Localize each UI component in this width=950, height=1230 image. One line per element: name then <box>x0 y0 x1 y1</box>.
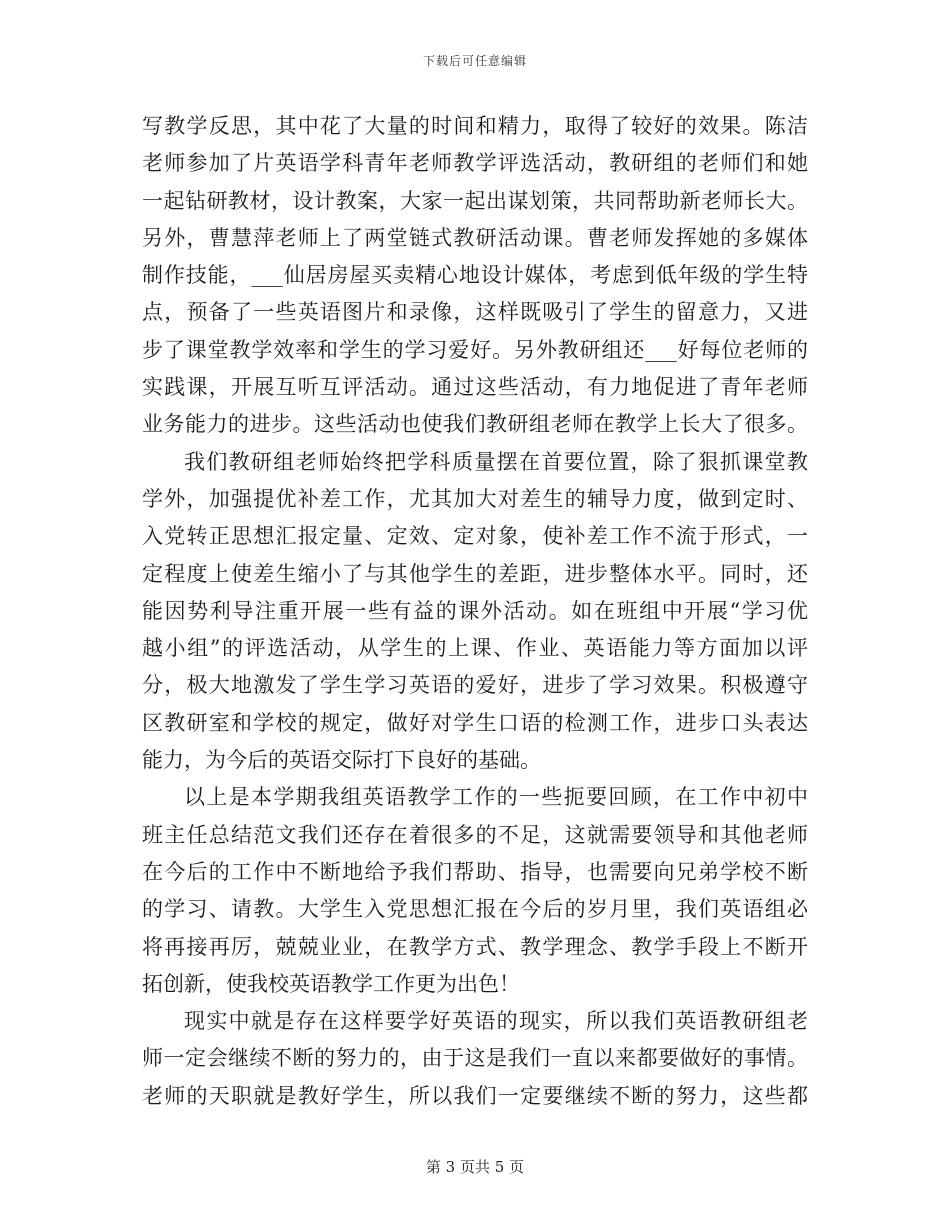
text-line: 班主任总结范文我们还存在着很多的不足，这就需要领导和其他老师 <box>142 822 808 847</box>
text-line: 入党转正思想汇报定量、定效、定对象，使补差工作不流于形式，一 <box>142 524 808 549</box>
text-line: 现实中就是存在这样要学好英语的现实，所以我们英语教研组老 <box>184 1009 808 1034</box>
text-line: 步了课堂教学效率和学生的学习爱好。另外教研组还___好每位老师的 <box>142 337 808 362</box>
text-line: 师一定会继续不断的努力的，由于这是我们一直以来都要做好的事情。 <box>142 1046 808 1071</box>
text-line: 定程度上使差生缩小了与其他学生的差距，进步整体水平。同时，还 <box>142 561 808 586</box>
text-line: 在今后的工作中不断地给予我们帮助、指导，也需要向兄弟学校不断 <box>142 859 808 884</box>
text-line: 写教学反思，其中花了大量的时间和精力，取得了较好的效果。陈洁 <box>142 114 808 138</box>
page-header: 下载后可任意编辑 <box>422 54 527 68</box>
text-line: 将再接再厉，兢兢业业，在教学方式、教学理念、教学手段上不断开 <box>142 934 808 959</box>
paragraph-2 <box>142 444 808 780</box>
text-line: 区教研室和学校的规定，做好对学生口语的检测工作，进步口头表达 <box>142 710 808 735</box>
text-line: 以上是本学期我组英语教学工作的一些扼要回顾，在工作中初中 <box>184 785 808 810</box>
text-line: 业务能力的进步。这些活动也使我们教研组老师在教学上长大了很多。 <box>142 412 808 437</box>
text-line: 老师的天职就是教好学生，所以我们一定要继续不断的努力，这些都 <box>142 1083 808 1108</box>
text-line: 一起钻研教材，设计教案，大家一起出谋划策，共同帮助新老师长大。 <box>142 188 808 213</box>
text-line: 我们教研组老师始终把学科质量摆在首要位置，除了狠抓课堂教 <box>184 449 808 474</box>
text-line: 的学习、请教。大学生入党思想汇报在今后的岁月里，我们英语组必 <box>142 897 808 922</box>
text-line: 分，极大地激发了学生学习英语的爱好，进步了学习效果。积极遵守 <box>142 673 808 698</box>
text-line: 实践课，开展互听互评活动。通过这些活动，有力地促进了青年老师 <box>142 375 808 400</box>
text-line: 能力，为今后的英语交际打下良好的基础。 <box>142 748 541 773</box>
document-body <box>142 108 808 1115</box>
text-line: 制作技能，___仙居房屋买卖精心地设计媒体，考虑到低年级的学生特 <box>142 263 808 288</box>
text-line: 能因势利导注重开展一些有益的课外活动。如在班组中开展“学习优 <box>142 598 808 623</box>
text-line: 另外，曹慧萍老师上了两堂链式教研活动课。曹老师发挥她的多媒体 <box>142 225 808 250</box>
text-line: 学外，加强提优补差工作，尤其加大对差生的辅导力度，做到定时、 <box>142 486 808 511</box>
paragraph-1 <box>142 108 808 444</box>
text-line: 越小组”的评选活动，从学生的上课、作业、英语能力等方面加以评 <box>142 636 808 661</box>
page-number: 第 3 页共 5 页 <box>425 1158 525 1176</box>
paragraph-3 <box>142 779 808 1003</box>
text-line: 点，预备了一些英语图片和录像，这样既吸引了学生的留意力，又进 <box>142 300 808 325</box>
text-line: 老师参加了片英语学科青年老师教学评选活动，教研组的老师们和她 <box>142 151 808 176</box>
text-line: 拓创新，使我校英语教学工作更为出色！ <box>142 971 520 996</box>
paragraph-4 <box>142 1003 808 1115</box>
